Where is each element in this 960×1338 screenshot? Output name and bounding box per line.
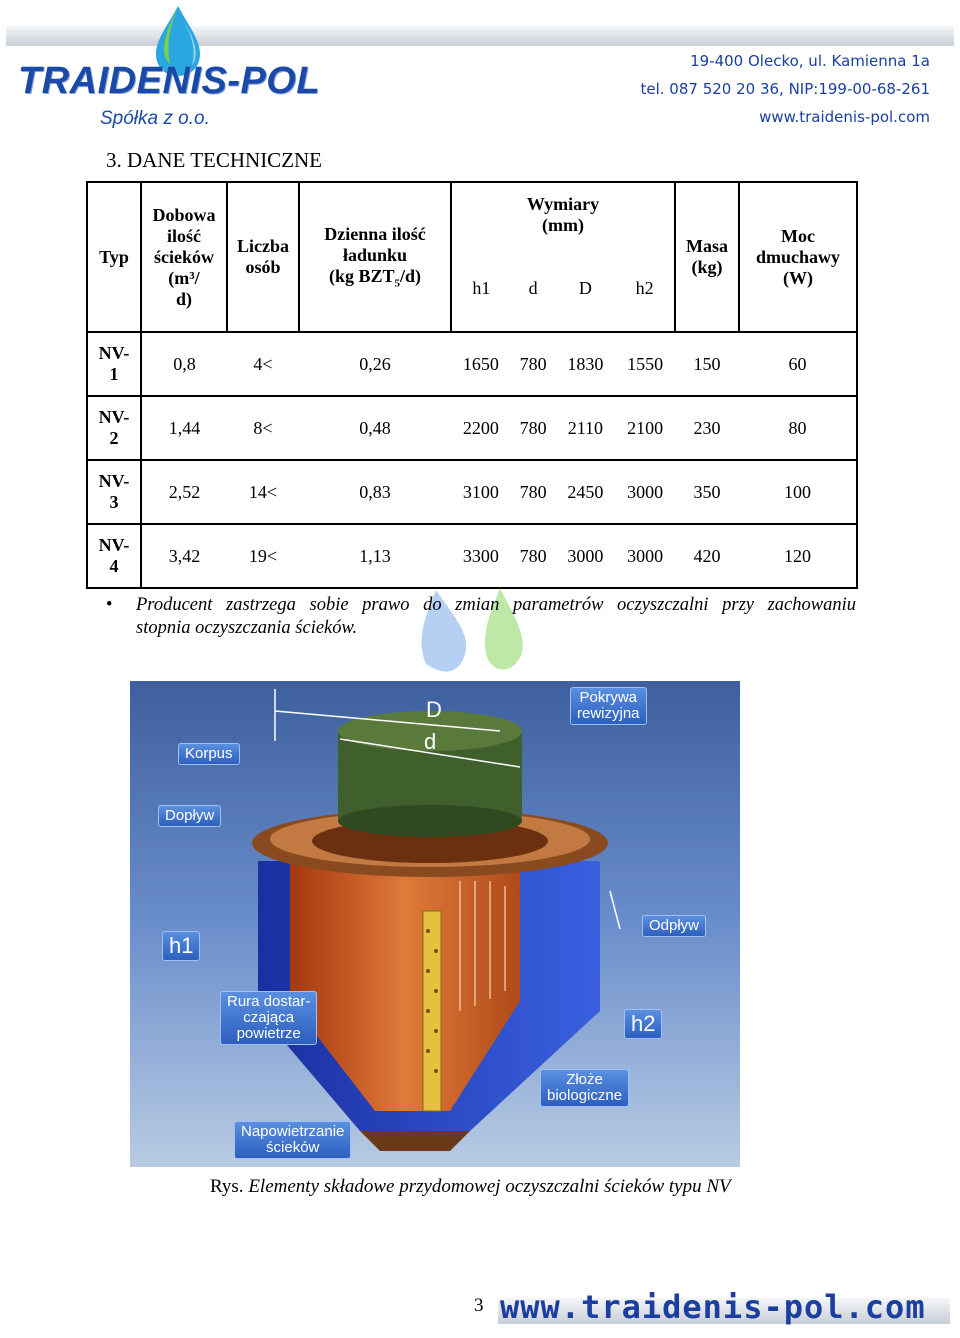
brand-subtitle: Spółka z o.o.	[100, 108, 210, 129]
header-wymiary: Wymiary (mm)	[451, 182, 675, 246]
cell-h2: 3000	[615, 524, 675, 588]
technical-data-table	[86, 181, 858, 589]
cell-dobowa: 2,52	[141, 460, 227, 524]
header-h2: h2	[615, 246, 675, 332]
table-row	[87, 332, 857, 396]
brand-name: TRAIDENIS-POL	[18, 60, 321, 102]
cell-dobowa: 3,42	[141, 524, 227, 588]
cell-typ: NV- 2	[87, 396, 141, 460]
header-D: D	[578, 278, 592, 298]
label-odplyw: Odpływ	[642, 915, 706, 937]
cell-h1: 1650	[451, 332, 511, 396]
cell-typ: NV- 1	[87, 332, 141, 396]
cell-osob: 14<	[227, 460, 299, 524]
label-zloze: Złoże biologiczne	[540, 1069, 629, 1107]
cell-dobowa: 1,44	[141, 396, 227, 460]
cell-masa: 150	[675, 332, 739, 396]
header-d: d	[528, 278, 538, 298]
cell-moc: 60	[739, 332, 857, 396]
page-number: 3	[474, 1295, 484, 1316]
note-line-2: stopnia oczyszczania ścieków.	[136, 618, 358, 638]
cell-D: 2110	[556, 396, 616, 460]
cell-h1: 3300	[451, 524, 511, 588]
label-korpus: Korpus	[178, 743, 240, 765]
label-h2: h2	[624, 1009, 662, 1039]
cell-D: 3000	[556, 524, 616, 588]
cell-h1: 2200	[451, 396, 511, 460]
cell-h2: 2100	[615, 396, 675, 460]
cell-osob: 8<	[227, 396, 299, 460]
cell-dobowa: 0,8	[141, 332, 227, 396]
cell-d: 780	[511, 460, 556, 524]
label-h1: h1	[162, 931, 200, 961]
note-line-1: Producent zastrzega sobie prawo do zmian parametrów oczyszczalni przy zachowaniu	[136, 595, 856, 615]
cell-osob: 19<	[227, 524, 299, 588]
section-title: 3. DANE TECHNICZNE	[106, 148, 323, 172]
cell-ladunek: 0,83	[299, 460, 451, 524]
header-dzienna: Dzienna ilość ładunku (kg $BZT_5/d$)	[299, 182, 451, 332]
cell-d: 780	[511, 332, 556, 396]
cell-moc: 80	[739, 396, 857, 460]
cell-osob: 4<	[227, 332, 299, 396]
figure-caption: Rys. Elementy składowe przydomowej oczyszczalni ścieków typu NV	[210, 1176, 731, 1197]
cell-D: 2450	[556, 460, 616, 524]
label-rura: Rura dostar- czająca powietrze	[220, 991, 317, 1045]
cell-ladunek: 0,26	[299, 332, 451, 396]
cell-h1: 3100	[451, 460, 511, 524]
cell-ladunek: 1,13	[299, 524, 451, 588]
cell-h2: 1550	[615, 332, 675, 396]
label-D: D	[426, 697, 442, 722]
treatment-plant-figure	[130, 681, 740, 1167]
header-masa: Masa (kg)	[675, 182, 739, 332]
label-pokrywa: Pokrywa rewizyjna	[570, 687, 647, 725]
cell-d: 780	[511, 524, 556, 588]
cell-masa: 350	[675, 460, 739, 524]
header-address: 19-400 Olecko, ul. Kamienna 1a	[690, 52, 930, 70]
footer-website[interactable]: www.traidenis-pol.com	[500, 1288, 926, 1326]
cell-moc: 120	[739, 524, 857, 588]
cell-d: 780	[511, 396, 556, 460]
cell-ladunek: 0,48	[299, 396, 451, 460]
cell-h2: 3000	[615, 460, 675, 524]
header-website[interactable]: www.traidenis-pol.com	[759, 108, 930, 126]
cell-moc: 100	[739, 460, 857, 524]
label-d: d	[424, 729, 437, 754]
header-typ: Typ	[87, 182, 141, 332]
label-napowietrzanie: Napowietrzanie ścieków	[234, 1121, 351, 1159]
cell-D: 1830	[556, 332, 616, 396]
header-h1: h1	[451, 246, 511, 332]
table-row	[87, 460, 857, 524]
cell-masa: 230	[675, 396, 739, 460]
label-doplyw: Dopływ	[158, 805, 221, 827]
cell-masa: 420	[675, 524, 739, 588]
header-dobowa: Dobowa ilość ścieków (m³/ d)	[141, 182, 227, 332]
cell-typ: NV- 3	[87, 460, 141, 524]
table-row	[87, 524, 857, 588]
header-phone: tel. 087 520 20 36, NIP:199-00-68-261	[640, 80, 930, 98]
header-moc: Moc dmuchawy (W)	[739, 182, 857, 332]
cell-typ: NV- 4	[87, 524, 141, 588]
note-bullet: •	[106, 595, 113, 615]
header-liczba-osob: Liczba osób	[227, 182, 299, 332]
table-row	[87, 396, 857, 460]
